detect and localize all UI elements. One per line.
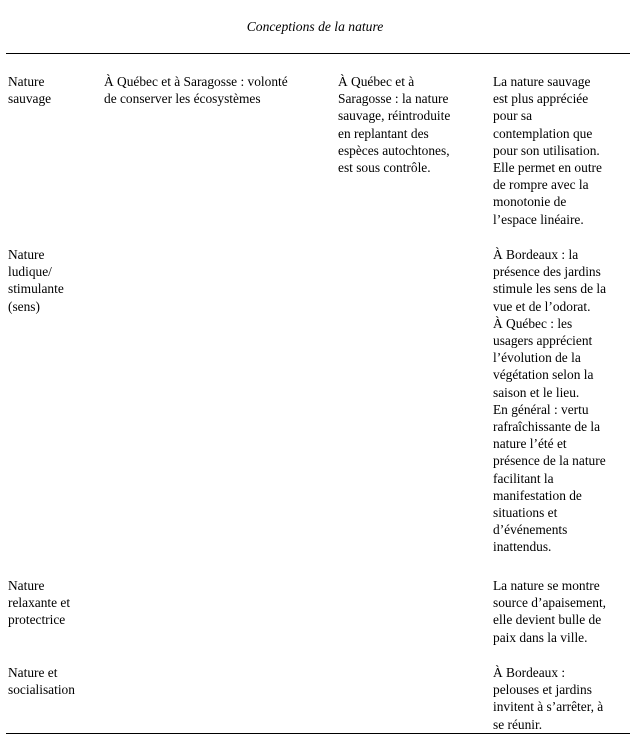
row-nature-sauvage-col2: À Québec et à Saragosse : volonté de conserver les écosystèmes [104,74,288,107]
table-bottom-rule [6,733,630,734]
row-label-nature-socialisation: Nature et socialisation [8,665,75,698]
row-nature-socialisation-col4: À Bordeaux : pelouses et jardins invitent à s’arrêter, à se réunir. [493,665,604,732]
row-nature-sauvage-col4: La nature sauvage est plus appréciée pour sa contemplation que pour son utilisation. Elle permet en outre de rompre avec la monotonie de l’espace linéaire. [493,74,602,227]
row-label-nature-relaxante: Nature relaxante et protectrice [8,578,71,628]
table-title: Conceptions de la nature [246,19,384,34]
row-label-nature-sauvage: Nature sauvage [8,74,52,107]
table-top-rule [6,53,630,54]
row-label-nature-ludique: Nature ludique/ stimulante (sens) [8,247,64,314]
row-nature-sauvage-col3: À Québec et à Saragosse : la nature sauvage, réintroduite en replantant des espèces autochtones, est sous contrôle. [338,74,451,176]
row-nature-ludique-col4: À Bordeaux : la présence des jardins stimule les sens de la vue et de l’odorat. À Québec : les usagers apprécient l’évolution de la végétation selon la saison et le lieu. En général : vertu rafraîchissante de la nature l’été et présence de la nature facilitant la manifestation de situations et d’événements inattendus. [493,247,607,555]
row-nature-relaxante-col4: La nature se montre source d’apaisement, elle devient bulle de paix dans la ville. [493,578,607,645]
